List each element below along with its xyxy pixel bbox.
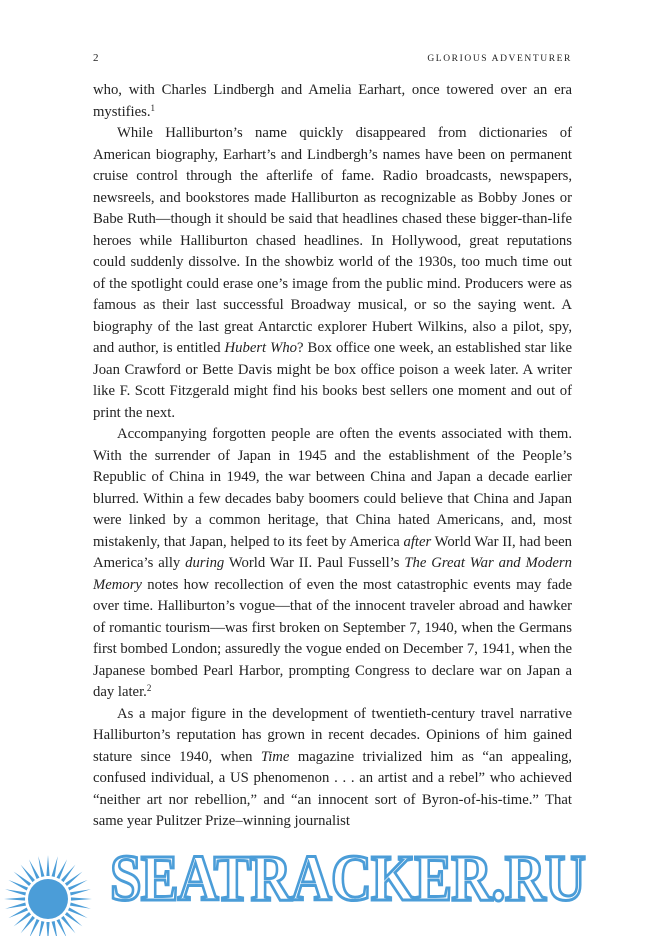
- text-run: ? Box office one week, an established star like Joan Crawford or Bette Davis might be box office poison a week later. A writer like F. Scott Fitzgerald might find his books best sellers one moment and out of print the next.: [93, 340, 572, 421]
- text-run: World War II, had been America’s ally: [93, 533, 572, 571]
- text-run: notes how recollection of even the most catastrophic events may fade over time. Halliburton’s vogue—that of the innocent traveler abroad and hawker of romantic tourism—was first broken on September 7, 1940, when the Germans first bombed London; assuredly the vogue ended on December 7, 1941, when the Japanese bombed Pearl Harbor, prompting Congress to declare war on Japan a day later.: [93, 576, 572, 700]
- page-number: 2: [93, 52, 99, 64]
- sun-ray: [70, 889, 91, 895]
- page-header: [93, 52, 572, 64]
- sun-ray: [5, 903, 26, 909]
- footnote-ref: 1: [150, 102, 156, 113]
- paragraph: [93, 123, 572, 424]
- text-run: Accompanying forgotten people are often the events associated with them. With the surrender of Japan in 1945 and the establishment of the People’s Republic of China in 1949, the war between China and Japan a decade earlier blurred. Within a few decades baby boomers could believe that China and Japan were linked by a common heritage, that China hated Americans, and, most mistakenly, that Japan, helped to its feet by America: [93, 426, 572, 550]
- running-head: GLORIOUS ADVENTURER: [427, 54, 572, 64]
- italic-text: during: [185, 555, 225, 571]
- footnote-ref: 2: [146, 683, 152, 693]
- sun-ray: [38, 856, 44, 877]
- sun-ray: [38, 921, 44, 936]
- italic-text: after: [403, 533, 432, 550]
- sun-logo-icon: [0, 836, 108, 936]
- watermark-text: SEATRACKER.RU: [110, 842, 586, 915]
- watermark: [0, 836, 650, 936]
- sun-ray: [5, 889, 26, 895]
- text-run: While Halliburton’s name quickly disappeared from dictionaries of American biography, Earhart’s and Lindbergh’s names have been on permanent cruise control through the afterlife of fame. Radio broadcasts, newspapers, newsreels, and bookstores made Halliburton as recognizable as Bobby Jones or Babe Ruth—though it should be said that headlines chased these bigger-than-life heroes while Halliburton chased headlines. In Hollywood, great reputations could suddenly dissolve. In the showbiz world of the 1930s, too much time out of the spotlight could erase one’s image from the public mind. Producers were as famous as their last successful Broadway musical, or so the saying went. A biography of the last great Antarctic explorer Hubert Wilkins, also a pilot, spy, and author, is entitled: [93, 125, 572, 356]
- text-run: magazine trivialized him as “an appealing, confused individual, a US phenomenon . . . an artist and a rebel” who achieved “neither art nor rebellion,” and “an innocent sort of Byron-of-his-time.” That same year Pulitzer Prize–winning journalist: [93, 748, 572, 829]
- sun-ray: [52, 921, 58, 936]
- paragraph: [93, 704, 572, 833]
- text-run: World War II. Paul Fussell’s: [224, 555, 405, 571]
- sun-ray: [46, 922, 49, 936]
- body-text: [93, 80, 572, 833]
- italic-text: The Great War and Modern Memory: [93, 555, 572, 593]
- sun-ray: [70, 903, 91, 909]
- italic-text: Hubert Who: [224, 340, 298, 356]
- sun-ray: [46, 855, 49, 876]
- italic-text: Time: [260, 748, 290, 765]
- text-run: who, with Charles Lindbergh and Amelia Earhart, once towered over an era mystifies.: [93, 82, 572, 120]
- paragraph: [93, 80, 572, 123]
- sun-ray: [4, 897, 25, 900]
- text-run: As a major figure in the development of twentieth-century travel narrative Halliburton’s reputation has grown in recent decades. Opinions of him gained stature since 1940, when: [93, 705, 572, 765]
- paragraph: [93, 424, 572, 704]
- sun-ray: [52, 856, 58, 877]
- sun-ray: [71, 897, 92, 900]
